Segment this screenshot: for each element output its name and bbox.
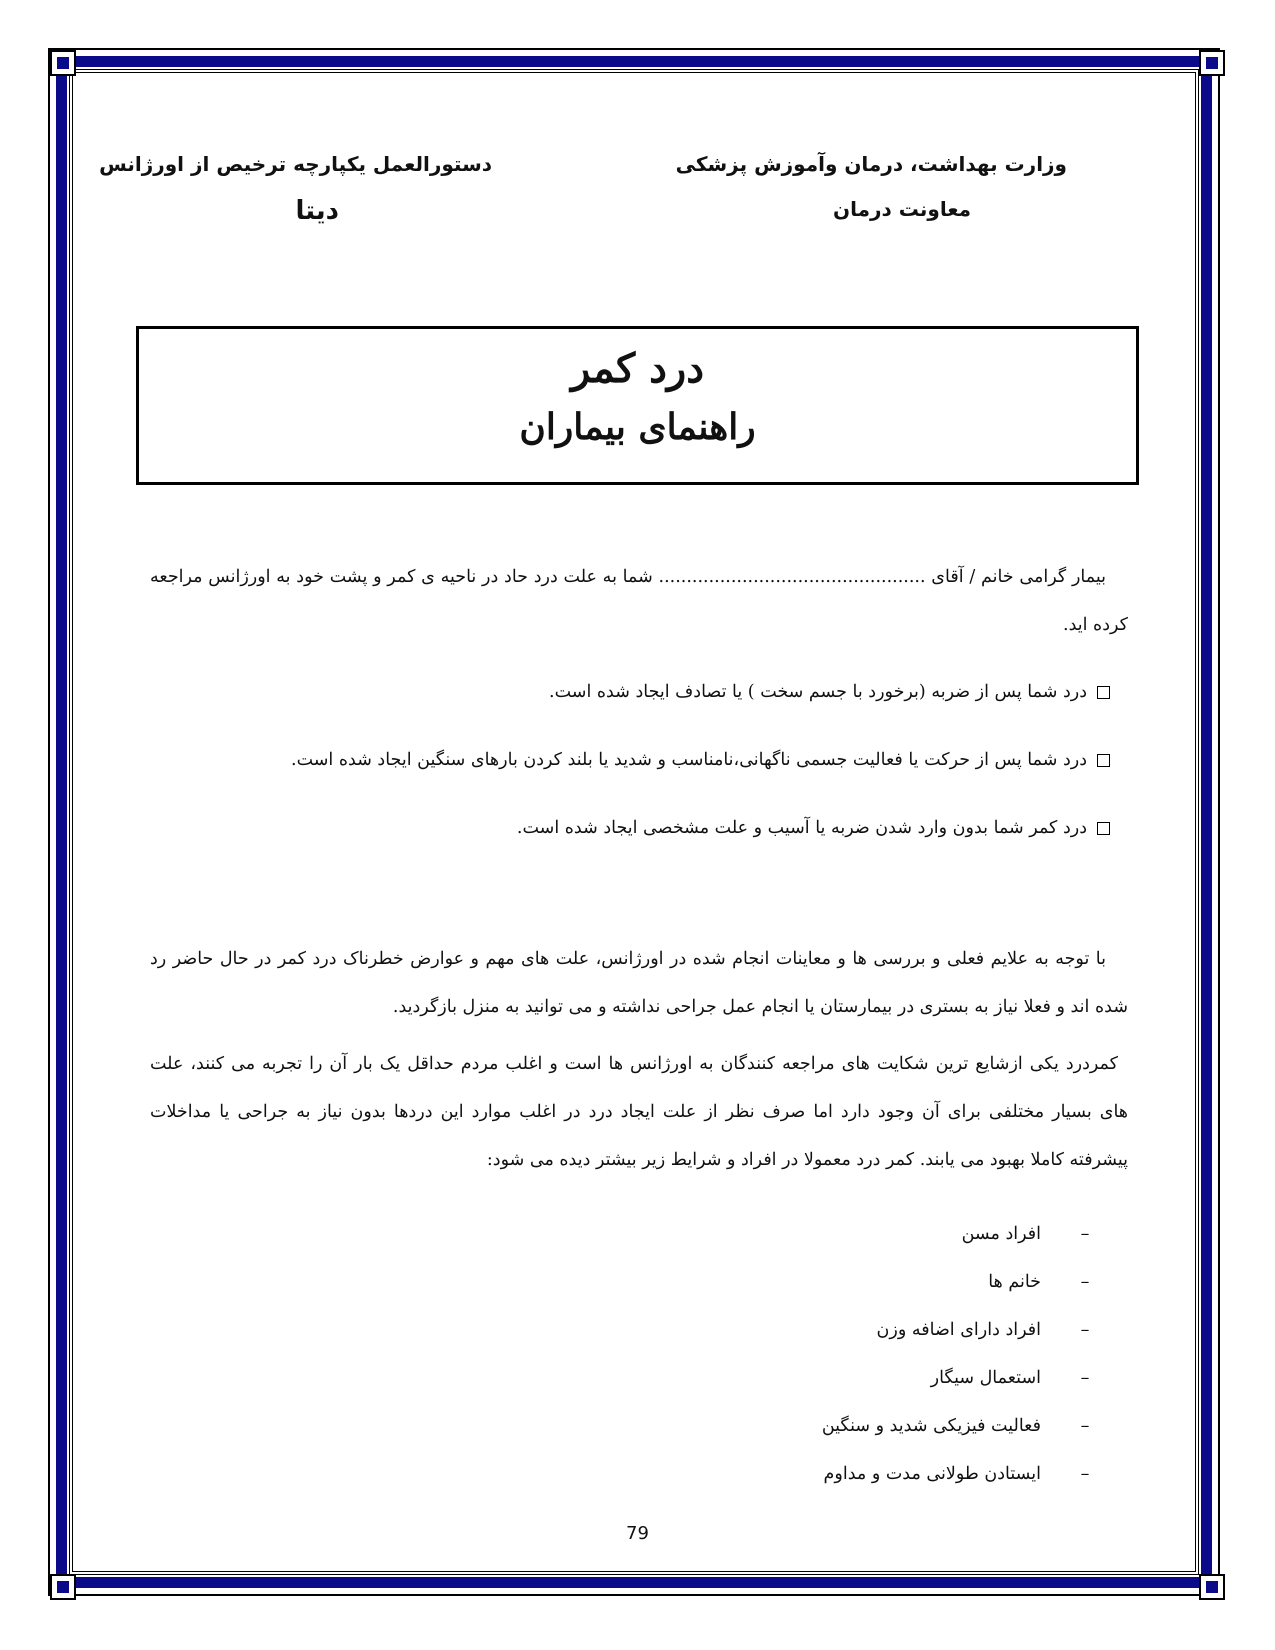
title-box <box>136 326 1139 485</box>
list-item: –فعالیت فیزیکی شدید و سنگین <box>821 1416 1090 1436</box>
protocol-subtitle: دیتا <box>295 196 339 226</box>
assessment-paragraph: با توجه به علایم فعلی و بررسی ها و معاینات انجام شده در اورژانس، علت های مهم و عوارض خطرناک درد کمر در حال حاضر رد شده اند و فعلا نیاز به بستری در بیمارستان یا انجام عمل جراحی نداشته و می توانید به منزل بازگردید. <box>150 949 1128 1017</box>
list-item: –خانم ها <box>988 1272 1090 1292</box>
deputy-name: معاونت درمان <box>833 197 971 221</box>
list-item: –افراد مسن <box>961 1224 1090 1244</box>
corner-ornament-bottom-right <box>1199 1574 1225 1600</box>
page-number: 79 <box>626 1523 649 1544</box>
background-paragraph: کمردرد یکی ازشایع ترین شکایت های مراجعه کنندگان به اورژانس ها است و اغلب مردم حداقل یک بار آن را تجربه می کنند، علت های بسیار مختلفی برای آن وجود دارد اما صرف نظر از علت ایجاد درد در اغلب موارد این دردها بدون نیاز به جراحی یا مداخلات پیشرفته کاملا بهبود می یابند. کمر درد معمولا در افراد و شرایط زیر بیشتر دیده می شود: <box>150 1054 1128 1170</box>
checkbox-icon[interactable] <box>1097 686 1110 699</box>
check-item: درد شما پس از ضربه (برخورد با جسم سخت ) یا تصادف ایجاد شده است. <box>150 672 1110 740</box>
risk-factor-list <box>395 1214 1095 1502</box>
corner-ornament-top-right <box>1199 50 1225 76</box>
ministry-name: وزارت بهداشت، درمان وآموزش پزشکی <box>675 152 1067 176</box>
list-item: –افراد دارای اضافه وزن <box>876 1320 1090 1340</box>
checkbox-list <box>150 672 1110 876</box>
list-item: –استعمال سیگار <box>930 1368 1090 1388</box>
corner-ornament-bottom-left <box>50 1574 76 1600</box>
check-item: درد شما پس از حرکت یا فعالیت جسمی ناگهانی،نامناسب و شدید یا بلند کردن بارهای سنگین ایجاد شده است. <box>150 740 1110 808</box>
check-item: درد کمر شما بدون وارد شدن ضربه یا آسیب و علت مشخصی ایجاد شده است. <box>150 808 1110 876</box>
checkbox-icon[interactable] <box>1097 754 1110 767</box>
corner-ornament-top-left <box>50 50 76 76</box>
checkbox-icon[interactable] <box>1097 822 1110 835</box>
page-subtitle: راهنمای بیماران <box>519 406 756 448</box>
intro-paragraph: بیمار گرامی خانم / آقای ................................................ شما به علت درد حاد در ناحیه ی کمر و پشت خود به اورژانس مراجعه کرده اید. <box>150 567 1128 635</box>
protocol-title: دستورالعمل یکپارچه ترخیص از اورژانس <box>99 152 492 176</box>
list-item: –ایستادن طولانی مدت و مداوم <box>823 1464 1090 1484</box>
page-title: درد کمر <box>570 345 705 392</box>
